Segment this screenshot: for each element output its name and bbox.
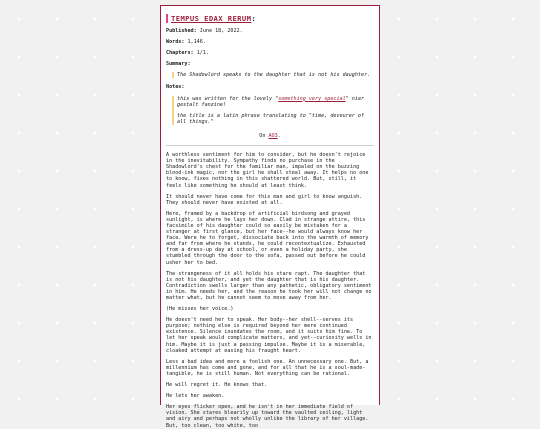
story-paragraph: It should never have come for this man and girl to know anguish. They should never have existed at all. — [166, 193, 363, 206]
story-paragraph: Here, framed by a backdrop of artificial birdsong and grayed sunlight, is where he lays her down. Clad in strange attire, this facsimile of his daughter could so easily be mistaken for a stranger at first glance, but her face--he would always know her face. Were he to forget, dissociate back into the warmth of memory and far from where he stands, he could recontextualize. Exhausted from a dress-up day at school, or even a holiday party, she stumbled through the door to the sofa, passed out before he could usher her to bed. — [166, 210, 369, 266]
notes-quote — [172, 96, 374, 125]
words-label: Words: — [166, 39, 185, 46]
story-paragraph: Less a bad idea and more a foolish one. An unnecessary one. But, a millennium has come and gone, and for all that he is a soul-made-tangible, he is still human. Not everything can be rational. — [166, 358, 369, 377]
story-paragraph: A worthless sentiment for him to consider, but he doesn't rejoice in the inevitability. Sympathy finds no purchase in the Shadowlord's chest for the familiar man, impaled on the buzzing blood-ink magic, nor the girl he shall steal away. It helps no one to know, fixes nothing in this shattered world. But, still, it feels like something he should at least think. — [166, 152, 369, 189]
summary-row — [166, 61, 374, 67]
words-row — [166, 39, 374, 45]
chapters-row — [166, 50, 374, 56]
work-title-link[interactable]: TEMPUS EDAX RERUM — [171, 14, 252, 23]
notes-paragraph-1 — [177, 96, 374, 108]
on-suffix: . — [277, 132, 281, 139]
published-label: Published: — [166, 28, 197, 34]
summary-quote — [172, 72, 374, 78]
chapters-value: 1/1. — [196, 50, 209, 57]
story-paragraph: Her eyes flicker open, and he isn't in her immediate field of vision. She stares blearily up toward the vaulted ceiling, light and airy and perhaps not wholly unlike the library of her village. But, too clean, too white, too — [166, 404, 369, 429]
published-value: June 18, 2022. — [199, 28, 243, 34]
story-paragraph: He doesn't need her to speak. Her body--her shell--serves its purpose; nothing else is required beyond her mere continued existence. Silence inundates the room, and it suits him fine. To let her speak would complicate matters, and yet--curiosity wells in him. Maybe it is just a passing impulse. Maybe it is a miserable, cloaked attempt at easing his fraught heart. — [166, 317, 372, 354]
summary-text: The Shadowlord speaks to the daughter that is not his daughter. — [177, 72, 371, 79]
notes-1-before: this was written for the lovely " — [177, 95, 279, 102]
story-paragraph: The strangeness of it all holds his stare rapt. The daughter that is not his daughter, and yet the daughter that is his daughter. Contradiction swells larger than any pathetic, obligatory sentiment in him. He needs her, and the reason he took her will not change no matter what, but he cannot seem to move away from her. — [166, 270, 372, 301]
fanzine-link[interactable]: something very special — [278, 95, 346, 102]
notes-label: Notes: — [166, 84, 185, 91]
published-row — [166, 28, 374, 34]
on-prefix: On — [259, 132, 269, 139]
divider — [166, 145, 374, 146]
story-body — [166, 152, 374, 429]
work-title — [166, 14, 374, 23]
work-page — [160, 5, 380, 429]
notes-1-after: " nier gestalt fanzine! — [177, 95, 365, 108]
chapters-label: Chapters: — [166, 50, 194, 57]
story-paragraph: He lets her awaken. — [166, 393, 225, 400]
summary-label: Summary: — [166, 61, 191, 68]
source-line — [166, 133, 374, 139]
story-paragraph: (He misses her voice.) — [166, 306, 234, 313]
notes-row — [166, 84, 374, 90]
words-value: 1,146. — [187, 39, 206, 46]
ao3-link[interactable]: AO3 — [268, 132, 278, 139]
story-paragraph: He will regret it. He knows that. — [166, 382, 268, 389]
notes-paragraph-2: the title is a latin phrase translating to "time, devourer of all things." — [177, 112, 365, 125]
work-title-suffix: : — [251, 14, 257, 23]
